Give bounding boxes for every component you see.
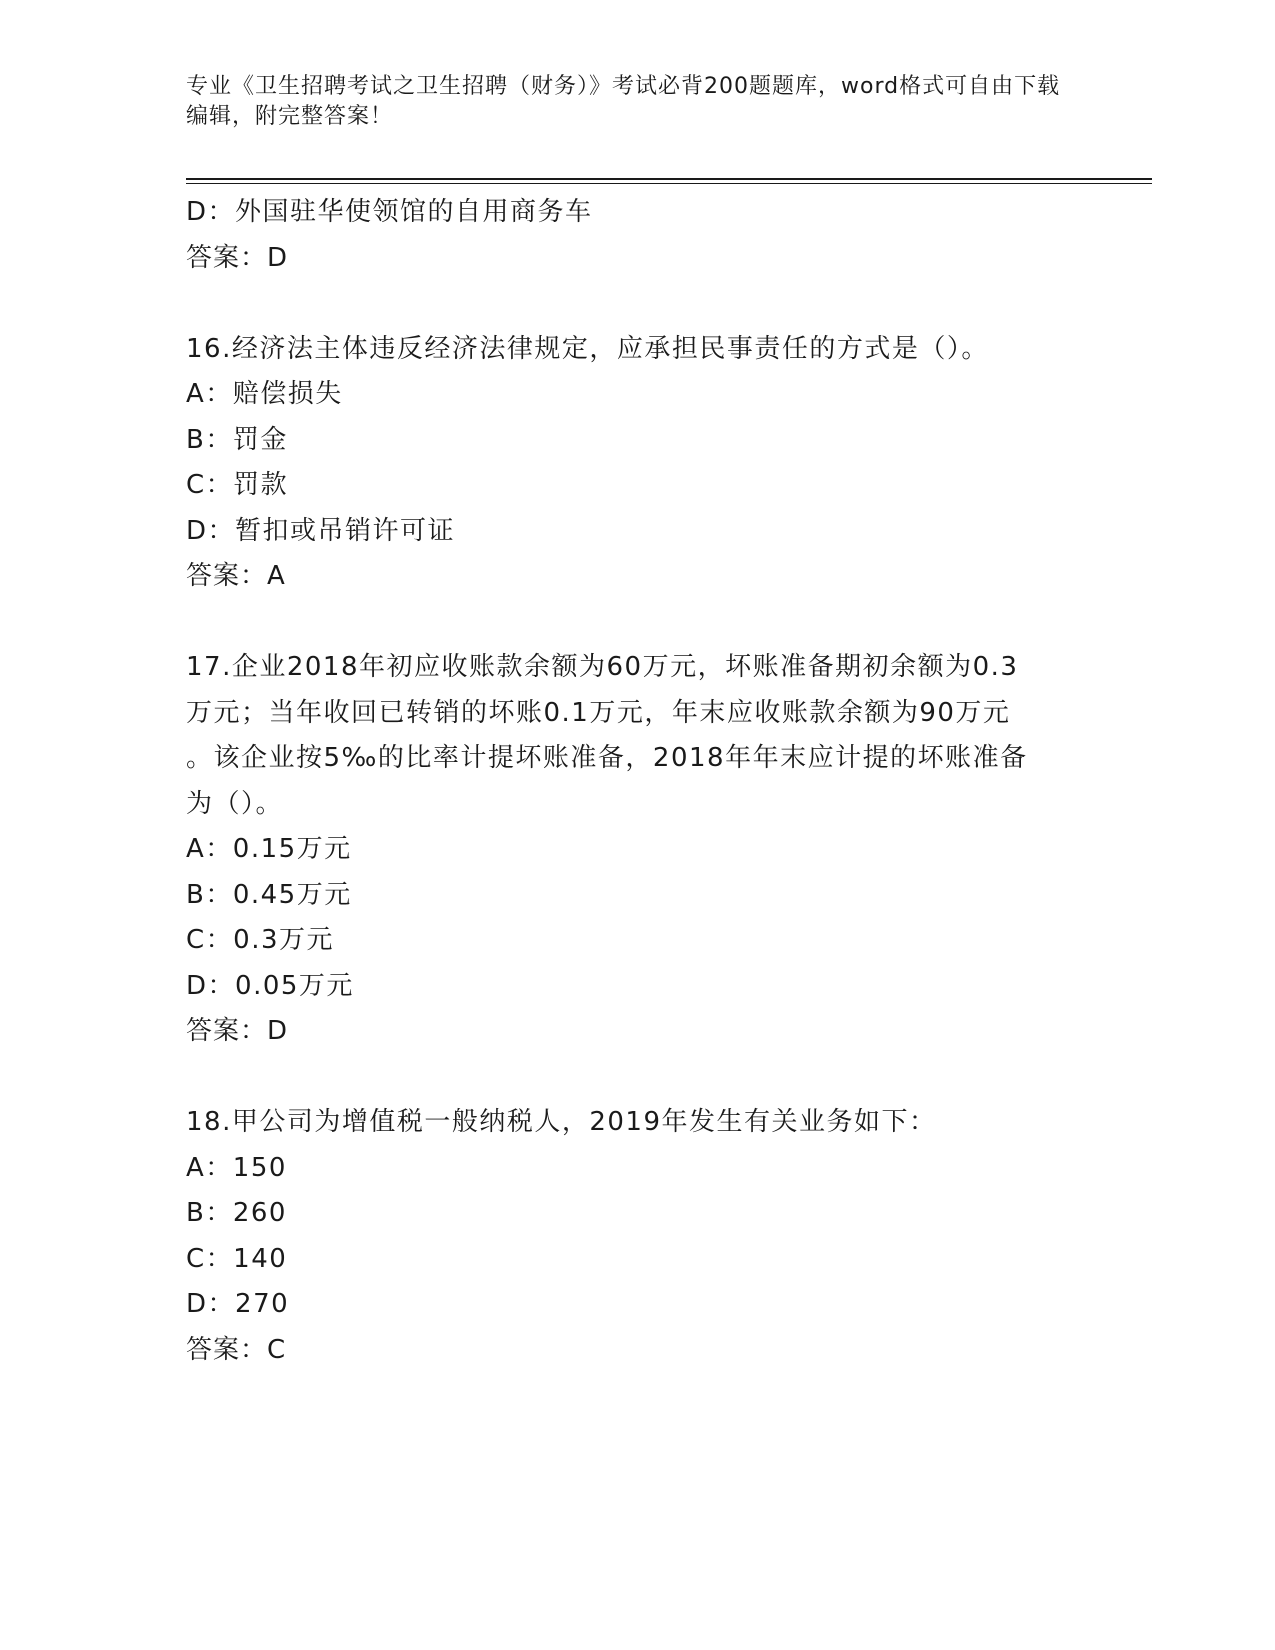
question-stem-line-4: 为（）。 (186, 788, 284, 819)
prev-answer: 答案：D (186, 242, 289, 273)
answer: 答案：D (186, 1016, 289, 1046)
option-d: D：0.05万元 (186, 970, 354, 1001)
header-divider-thin (186, 183, 1152, 184)
prev-option-d: D：外国驻华使领馆的自用商务车 (186, 197, 593, 227)
answer: 答案：A (186, 561, 286, 591)
spacer (186, 1055, 1086, 1101)
question-18 (186, 1100, 1086, 1373)
option-b: B：罚金 (186, 424, 288, 455)
question-stem: 16.经济法主体违反经济法律规定，应承担民事责任的方式是（）。 (186, 333, 989, 364)
option-c: C：罚款 (186, 470, 289, 500)
option-c: C：140 (186, 1243, 288, 1274)
spacer (186, 600, 1086, 646)
question-16 (186, 327, 1086, 600)
question-stem: 18.甲公司为增值税一般纳税人，2019年发生有关业务如下： (186, 1107, 937, 1137)
option-b: B：260 (186, 1198, 287, 1228)
spacer (186, 281, 1086, 327)
option-a: A：0.15万元 (186, 834, 352, 864)
document-header: 专业《卫生招聘考试之卫生招聘（财务）》考试必背200题题库，word格式可自由下载编辑，附完整答案！ (186, 74, 1061, 129)
answer: 答案：C (186, 1334, 287, 1365)
header-divider-thick (186, 178, 1152, 180)
option-d: D：270 (186, 1289, 290, 1319)
question-list (186, 190, 1086, 1373)
option-a: A：赔偿损失 (186, 379, 343, 409)
option-c: C：0.3万元 (186, 925, 335, 955)
option-b: B：0.45万元 (186, 879, 352, 910)
option-d: D：暂扣或吊销许可证 (186, 515, 456, 546)
question-stem-line-3: 。该企业按5‰的比率计提坏账准备，2018年年末应计提的坏账准备 (186, 743, 1028, 773)
question-stem-line-1: 17.企业2018年初应收账款余额为60万元，坏账准备期初余额为0.3 (186, 652, 1019, 682)
option-a: A：150 (186, 1152, 287, 1183)
question-17 (186, 645, 1086, 1055)
question-stem-line-2: 万元；当年收回已转销的坏账0.1万元，年末应收账款余额为90万元 (186, 697, 1011, 728)
